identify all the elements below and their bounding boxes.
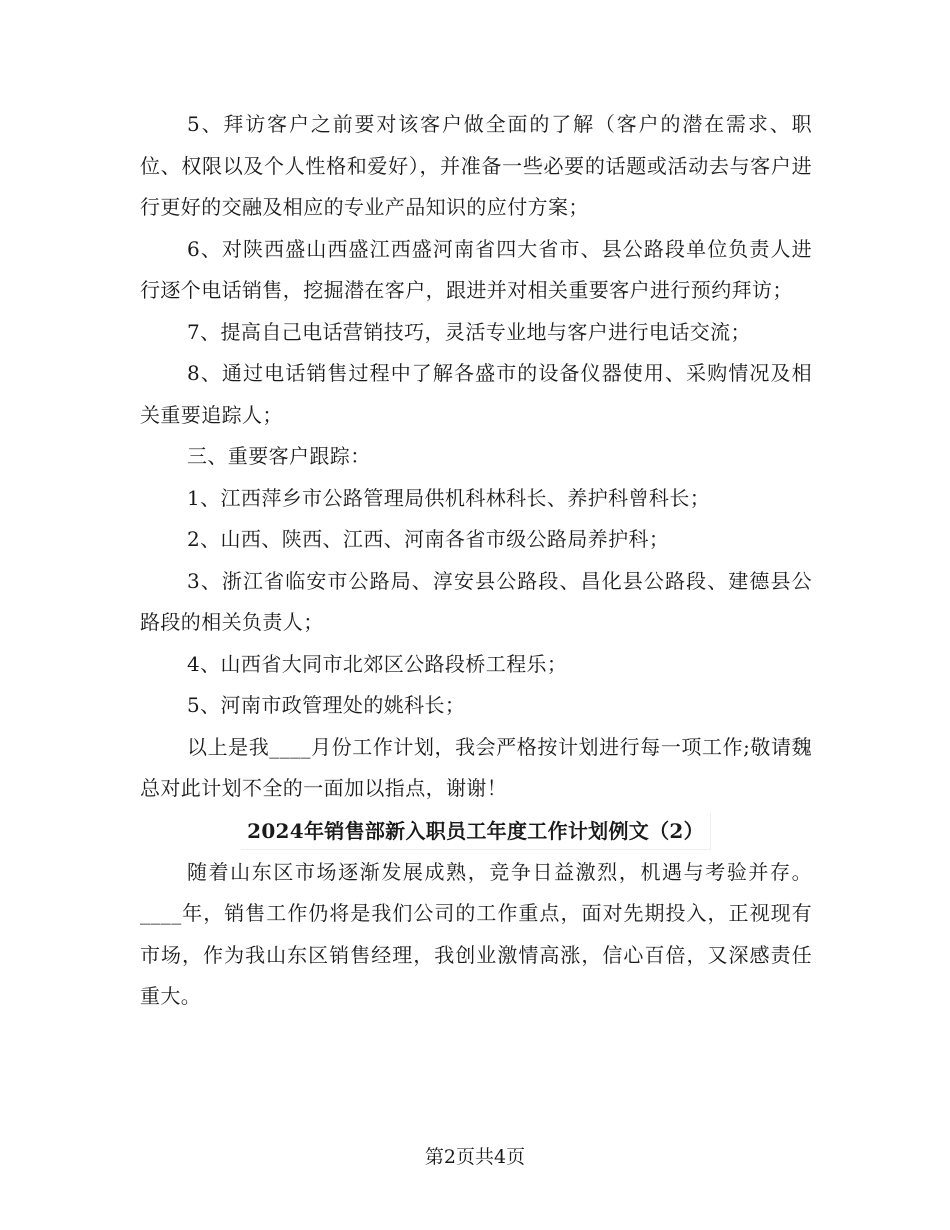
closing-paragraph: 以上是我____月份工作计划，我会严格按计划进行每一项工作;敬请魏总对此计划不全的一面加以指点，谢谢！ bbox=[140, 734, 812, 800]
paragraph: 随着山东区市场逐渐发展成熟，竞争日益激烈，机遇与考验并存。____年，销售工作仍将是我们公司的工作重点，面对先期投入，正视现有市场，作为我山东区销售经理，我创业激情高涨，信心百倍，又深感责任重大。 bbox=[140, 859, 812, 1008]
document-body bbox=[140, 104, 812, 1018]
section-heading: 三、重要客户跟踪： bbox=[187, 444, 371, 468]
document-section-title bbox=[140, 810, 812, 852]
list-item: 2、山西、陕西、江西、河南各省市级公路局养护科； bbox=[187, 527, 670, 551]
list-item: 4、山西省大同市北郊区公路段桥工程乐； bbox=[187, 651, 568, 676]
paragraph: 7、提高自己电话营销技巧，灵活专业地与客户进行电话交流； bbox=[187, 319, 751, 344]
paragraph: 6、对陕西盛山西盛江西盛河南省四大省市、县公路段单位负责人进行逐个电话销售，挖掘潜在客户，跟进并对相关重要客户进行预约拜访； bbox=[140, 236, 812, 302]
list-item: 1、江西萍乡市公路管理局供机科林科长、养护科曾科长； bbox=[187, 485, 711, 510]
list-item: 5、河南市政管理处的姚科长； bbox=[187, 693, 466, 717]
paragraph: 5、拜访客户之前要对该客户做全面的了解（客户的潜在需求、职位、权限以及个人性格和爱好），并准备一些必要的话题或活动去与客户进行更好的交融及相应的专业产品知识的应付方案； bbox=[140, 112, 812, 219]
section-title-text: 2024年销售部新入职员工年度工作计划例文（2） bbox=[241, 813, 711, 850]
paragraph: 8、通过电话销售过程中了解各盛市的设备仪器使用、采购情况及相关重要追踪人； bbox=[140, 361, 812, 427]
page-number: 第2页共4页 bbox=[424, 1146, 526, 1168]
list-item: 3、浙江省临安市公路局、淳安县公路段、昌化县公路段、建德县公路段的相关负责人； bbox=[140, 568, 812, 634]
